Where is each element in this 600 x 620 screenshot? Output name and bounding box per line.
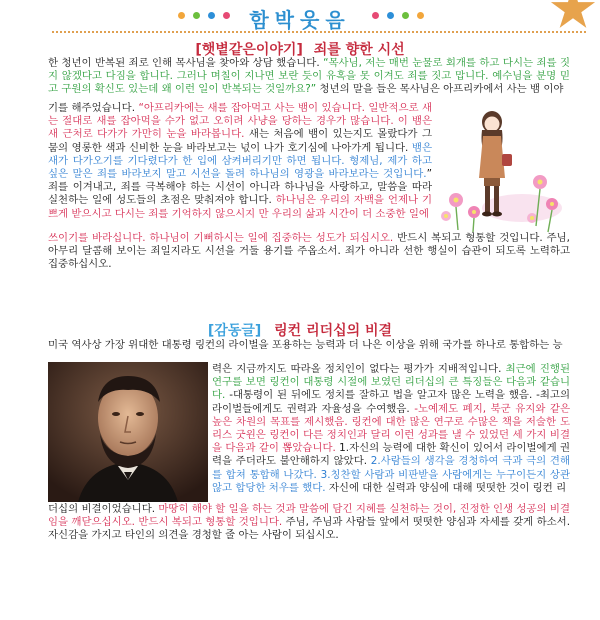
article1-text-run: ” 죄를 이겨내고, 죄를 극복해야 하는 시선이 아니라 하나님을 사랑하고, 말씀을 따라 실천하는 일에 성도들의 초점은 맞춰져야 합니다. <box>48 168 432 207</box>
article1-text-run: 청년의 말을 들은 목사님은 아프리카에서 사는 뱀 이야 <box>316 83 564 96</box>
article2-text-run: 더십의 비결이었습니다. <box>48 503 159 515</box>
article1-heading <box>0 39 600 59</box>
lincoln-portrait-image <box>48 362 208 502</box>
article2-text-run: -노예제도 폐지, 북군 유지와 같은 높은 차원의 목표를 제시했음. 링컨에 대한 많은 연구로 수많은 책을 저술한 도리스 굿윈은 링컨이 다른 정치인과 달리 이런 성과를 낼 수 있었던 세 가지 비결을 다음과 같이 뽑았습니다. <box>212 402 570 455</box>
article2-text-run: 력은 지금까지도 따라올 정치인이 없다는 평가가 지배적입니다. <box>212 363 506 375</box>
article1-text-run: 한 청년이 반복된 죄로 인해 목사님을 찾아와 상담 했습니다. <box>48 57 324 69</box>
article1-tag: [햇볕같은이야기] <box>195 42 303 58</box>
article2-body-middle <box>212 363 570 503</box>
article1-text-run: 쓰이기를 바라십니다. 하나님이 기뻐하시는 일에 집중하는 성도가 되십시오. <box>48 232 394 244</box>
article2-text-run: 마땅히 해야 할 일을 하는 것과 말씀에 담긴 지혜를 실천하는 것이, 진정한 인생 성공의 비결임을 깨닫으십시오. 반드시 복되고 형통할 것입니다. <box>48 503 570 529</box>
article2-text-run: 2.사람들의 생각을 경청하여 극과 극의 견해를 합쳐 통합해 나갔다. 3.칭찬할 사람과 비판받을 사람에게는 누구이든지 상관 않고 합당한 처우를 했다. <box>212 455 570 494</box>
article2-text-run: 1.자신의 능력에 대한 확신이 있어서 라이벌에게 권력을 주더라도 불안해하지 않았다. <box>212 442 570 468</box>
article2-body-top <box>48 339 570 363</box>
header-divider <box>52 31 586 33</box>
article1-text-run: “목사님, 저는 매번 눈물로 회개를 하고 다시는 죄를 짓지 않겠다고 다짐을 합니다. 그러나 며칠이 지나면 보란 듯이 유혹을 못 이겨도 죄를 짓고 맙니다. 예수님을 분명 믿고 구원의 확신도 있는데 왜 이런 일이 반복되는 것일까요?” <box>48 57 570 96</box>
article1-text-run: “아프리카에는 새를 잡아먹고 사는 뱀이 있습니다. 일반적으로 새는 절대로 새를 잡아먹을 수가 없고 오히려 사냥을 당하는 경우가 많습니다. 이 뱀은 새 근처로 다가가 가만히 눈을 바라봅니다. <box>48 102 432 141</box>
header <box>0 0 600 34</box>
article1-text-run: 새는 처음에 뱀이 있는지도 몰랐다가 그 뭄의 영롱한 색과 신비한 눈을 바라보고는 넋이 나가 호기심에 나아가게 됩니다. <box>48 128 432 154</box>
article2-text-run: 주님, 주님과 사람들 앞에서 떳떳한 양심과 자세를 갖게 하소서. 자신감을 가지고 타인의 의견을 경청할 줄 아는 사람이 되십시오. <box>48 516 570 542</box>
article1-text-run: 반드시 복되고 형통할 것입니다. 주님, 아무리 달콤해 보이는 죄일지라도 시선을 거둘 용기를 주옵소서. 죄가 아니라 선한 행실이 습관이 되도록 노력하고 집중하십시오. <box>48 232 570 271</box>
article1-text-run: 뱀은 새가 다가오기를 기다렸다가 한 입에 삼켜버리기만 하면 됩니다. 형제님, 제가 하고 싶은 말은 죄를 바라보지 말고 시선을 돌려 하나님의 영광을 바라보라는 것입니다. <box>48 141 432 181</box>
article2-body-bottom <box>48 503 570 603</box>
article1-body-middle <box>48 102 432 232</box>
article2-text-run: 자신에 대한 실력과 양심에 대해 떳떳한 것이 링컨 리 <box>325 481 567 494</box>
decorative-dots-right <box>372 12 424 19</box>
article2-text-run: -대통령이 된 뒤에도 정치를 잘하고 법을 알고자 많은 노력을 했음. -최고의 라이벌들에게도 권력과 자율성을 수여했음. <box>212 389 570 415</box>
article1-body-bottom <box>48 232 570 318</box>
article2-text-run: 미국 역사상 가장 위대한 대통령 링컨의 라이벌을 포용하는 능력과 더 나은 이상을 위해 국가를 하나로 통합하는 능 <box>48 339 563 351</box>
article2-heading <box>0 320 600 340</box>
article1-body-top <box>48 57 570 102</box>
girl-with-flowers-illustration <box>436 108 562 234</box>
article2-tag: [감동글] <box>207 323 262 339</box>
page-title: 함박웃음 <box>249 8 351 32</box>
article1-text-run: 하나님은 우리의 자백을 언제나 기쁘게 받으시고 다시는 죄를 기억하지 않으시지 만 우리의 삶과 시간이 더 소중한 일에 <box>48 194 432 220</box>
article2-text-run: 최근에 진행된 연구를 보면 링컨이 대통령 시절에 보였던 리더십의 큰 특징들은 다음과 같습니다. <box>212 363 570 402</box>
article1-title: 죄를 향한 시선 <box>313 42 405 58</box>
article1-text-run: 기를 해주었습니다. <box>48 102 139 114</box>
article2-title: 링컨 리더십의 비결 <box>274 323 393 339</box>
